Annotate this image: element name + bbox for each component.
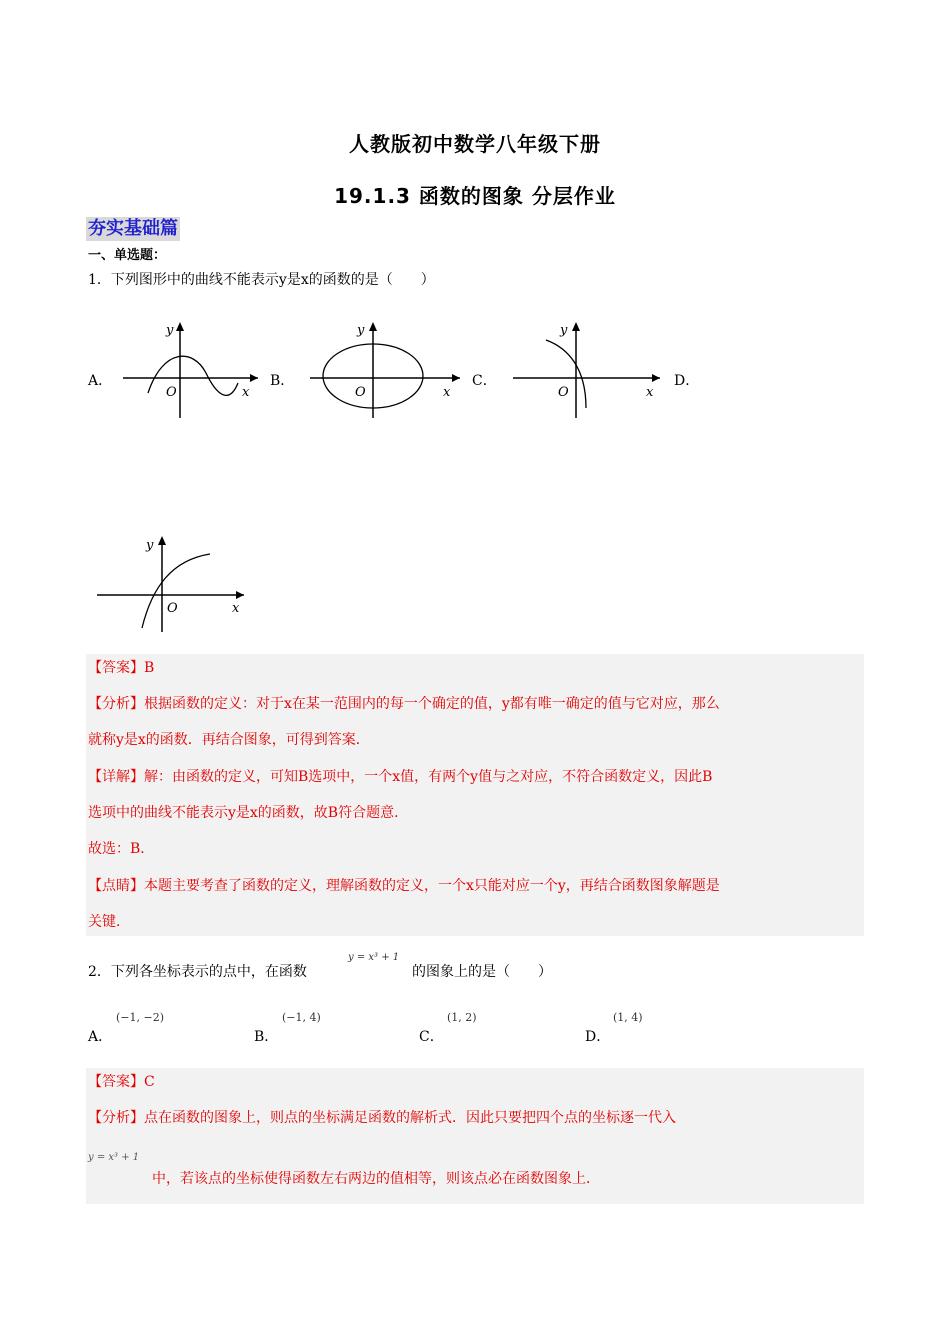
q2-analysis-formula: y = x³ + 1 (88, 1152, 140, 1163)
q1-graph-d (92, 532, 252, 637)
graph-b-x-label: x (443, 385, 451, 400)
q1-answer-box (86, 654, 864, 936)
q2-analysis-line-2: 中，若该点的坐标使得函数左右两边的值相等，则该点必在函数图象上． (152, 1171, 600, 1187)
graph-c-origin-label: O (558, 385, 569, 400)
graph-d-x-label: x (232, 601, 240, 616)
q2-analysis-line-1: 【分析】点在函数的图象上，则点的坐标满足函数的解析式．因此只要把四个点的坐标逐一代入 (88, 1110, 676, 1126)
q1-graph-c (508, 318, 668, 423)
graph-c-x-label: x (646, 385, 654, 400)
q1-comment-line-2: 关键． (88, 914, 130, 930)
q2-option-b-label: B． (254, 1029, 279, 1045)
graph-a-origin-label: O (166, 385, 177, 400)
graph-d-y-label: y (146, 538, 154, 553)
q1-detail-line-2: 选项中的曲线不能表示y是x的函数，故B符合题意． (88, 805, 409, 821)
question-1-text: 1．下列图形中的曲线不能表示y是x的函数的是（ ） (88, 272, 435, 288)
q1-analysis-line-2: 就称y是x的函数．再结合图象，可得到答案． (88, 732, 370, 748)
q1-option-c-label: C． (472, 373, 497, 389)
graph-d-origin-label: O (167, 601, 178, 616)
q2-option-a-point: (−1, −2) (116, 1011, 165, 1024)
q1-option-d-label: D． (674, 373, 700, 389)
q1-graph-b (305, 318, 465, 423)
q2-option-d-label: D． (585, 1029, 611, 1045)
section-tag: 夯实基础篇 (88, 218, 178, 239)
q2-answer-box (86, 1068, 864, 1204)
graph-a-x-label: x (242, 385, 250, 400)
q1-comment-line-1: 【点睛】本题主要考查了函数的定义，理解函数的定义，一个x只能对应一个y，再结合函数图象解题是 (88, 878, 720, 894)
q2-option-a-label: A． (88, 1029, 113, 1045)
question-2-formula: y = x³ + 1 (348, 952, 400, 963)
q1-detail-line-1: 【详解】解：由函数的定义，可知B选项中，一个x值，有两个y值与之对应，不符合函数定义，因此B (88, 769, 713, 785)
question-2-text-before: 2．下列各坐标表示的点中，在函数 (88, 964, 307, 980)
graph-a-y-label: y (166, 323, 174, 338)
q2-answer: 【答案】C (88, 1074, 155, 1090)
section-heading: 一、单选题： (88, 248, 167, 263)
q2-option-d-point: (1, 4) (613, 1011, 643, 1024)
graph-b-y-label: y (357, 323, 365, 338)
q1-choice-line: 故选：B． (88, 841, 155, 857)
q1-option-b-label: B． (270, 373, 295, 389)
graph-c-y-label: y (560, 323, 568, 338)
graph-b-origin-label: O (355, 385, 366, 400)
q2-option-c-label: C． (419, 1029, 444, 1045)
q1-answer: 【答案】B (88, 660, 155, 676)
q2-option-b-point: (−1, 4) (282, 1011, 321, 1024)
q1-option-a-label: A． (88, 373, 113, 389)
document-subtitle: 19.1.3 函数的图象 分层作业 (334, 184, 616, 208)
q1-graph-a (118, 318, 263, 423)
q2-option-c-point: (1, 2) (447, 1011, 477, 1024)
document-title: 人教版初中数学八年级下册 (349, 132, 601, 156)
question-2-text-after: 的图象上的是（ ） (412, 964, 552, 980)
q1-analysis-line-1: 【分析】根据函数的定义：对于x在某一范围内的每一个确定的值，y都有唯一确定的值与它对应，那么 (88, 696, 720, 712)
